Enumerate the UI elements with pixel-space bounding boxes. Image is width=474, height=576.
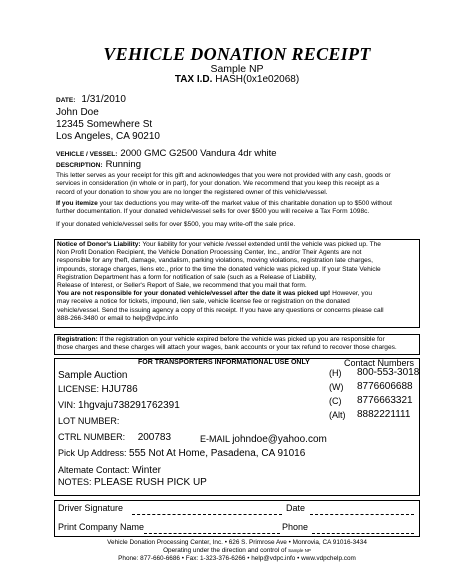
footer-org-name: Sample NP (288, 548, 311, 553)
paragraph-line: further documentation. If your donated vehicle/vessel sells for over $500 you will receive a Tax Form 1098c. (56, 208, 370, 216)
alternate-contact-field (58, 465, 161, 476)
driver-signature-line[interactable] (132, 514, 282, 515)
liability-bold-notice: You are not responsible for your donated vehicle/vessel after the date it was picked up! (57, 290, 331, 298)
footer-operating-text: Operating under the direction and control of (163, 547, 287, 554)
paragraph-line (56, 200, 420, 208)
organization-name: Sample NP (210, 63, 264, 75)
donor-city: Los Angeles, CA 90210 (56, 131, 160, 142)
liability-line: Release of Interest, or Seller's Report of Sale, we recommend that you mail that form. (57, 282, 307, 290)
phone-value: 8776663321 (357, 395, 413, 406)
phone-cell-value (357, 395, 413, 406)
registration-line: those charges and these charges will attach your wages, bank accounts or your tax refund to recover those charges. (57, 344, 397, 352)
pickup-label: Pick Up Address: (58, 448, 127, 458)
itemize-bold: If you itemize (56, 200, 98, 207)
phone-value: 800-553-3018 (357, 367, 420, 378)
print-company-label: Print Company Name (58, 522, 145, 532)
notes-label: NOTES: (58, 477, 92, 487)
vin-label: VIN: (58, 400, 76, 410)
transporters-header: FOR TRANSPORTERS INFORMATIONAL USE ONLY (138, 359, 310, 366)
donor-street: 12345 Somewhere St (56, 119, 153, 130)
sale-price-paragraph (56, 221, 420, 229)
liability-line (57, 241, 419, 249)
donor-name: John Doe (56, 107, 99, 118)
phone-label: (W) (329, 382, 344, 392)
email-field (200, 434, 327, 445)
auction-name (58, 370, 128, 381)
phone-work (329, 382, 344, 392)
date-value: 1/31/2010 (81, 94, 126, 105)
print-company-line[interactable] (144, 533, 280, 534)
auction-name-text: Sample Auction (58, 370, 128, 381)
alternate-label: Altemate Contact: (58, 465, 130, 475)
liability-line: 888-266-3480 or email to help@vdpc.info (57, 314, 179, 322)
liability-line: Registration Department has a form for notification of sale (such as a Release of Liability, (57, 273, 317, 281)
document-title: VEHICLE DONATION RECEIPT (103, 44, 371, 64)
description-row (56, 159, 141, 170)
license-label: LICENSE: (58, 384, 100, 394)
phone-home-value (357, 367, 419, 378)
email-value: johndoe@yahoo.com (232, 434, 327, 445)
registration-line (57, 336, 419, 344)
vehicle-row (56, 148, 277, 159)
phone-value: 8882221111 (357, 409, 411, 420)
phone-label: Phone (282, 522, 309, 532)
liability-line: responsible for any theft, damage, vandalism, parking violations, moving violations, registration late charges, (57, 257, 373, 265)
footer-operating (0, 547, 474, 554)
vehicle-value: 2000 GMC G2500 Vandura 4dr white (120, 148, 277, 159)
vin-field (58, 400, 180, 411)
phone-alt (329, 410, 346, 420)
driver-signature-label: Driver Signature (58, 503, 124, 513)
description-label: DESCRIPTION: (56, 162, 103, 169)
liability-line: Non Profit Donation Recipient, the Vehicle Donation Processing Center, Inc., and/or Their Agents are not (57, 249, 362, 257)
phone-work-value (357, 381, 413, 392)
registration-text: If the registration on your vehicle expired before the vehicle was picked up you are responsible for (97, 336, 385, 343)
phone-label: (C) (329, 396, 342, 406)
paragraph-line: This letter serves as your receipt for this gift and acknowledges that you were not provided with any cash, goods or (56, 172, 391, 179)
paragraph-line: record of your donation to show you are no longer the registered owner of this vehicle/vessel. (56, 188, 328, 196)
ctrl-label: CTRL NUMBER: (58, 432, 126, 442)
liability-text: Your liability for your vehicle /vessel extended until the vehicle was picked up. The (140, 241, 381, 248)
notes-value: PLEASE RUSH PICK UP (94, 477, 207, 488)
liability-notice-text (57, 241, 419, 323)
footer-address: Vehicle Donation Processing Center, Inc. • 626 S. Primrose Ave • Monrovia, CA 91016-3434 (107, 539, 367, 546)
date-row (56, 94, 126, 105)
phone-label: (H) (329, 368, 342, 378)
notes-field (58, 477, 207, 488)
paragraph-line: If your donated vehicle/vessel sells for over $500, you may write-off the sale price. (56, 221, 296, 228)
ctrl-field (58, 432, 171, 443)
lot-field (58, 416, 119, 427)
contact-numbers-header: Contact Numbers (344, 358, 415, 368)
ctrl-value: 200783 (137, 432, 172, 443)
signature-date-line[interactable] (310, 514, 414, 515)
paragraph-line: services in consideration (in whole or in part), for your donation. We recommend that you keep this receipt as a (56, 180, 380, 188)
itemize-text: your tax deductions you may write-off the market value of this charitable donation up to $500 without (97, 200, 392, 207)
registration-notice-text (57, 336, 419, 352)
phone-line[interactable] (312, 533, 414, 534)
tax-id-value: HASH(0x1e02068) (215, 74, 300, 85)
pickup-address-field (58, 448, 305, 459)
liability-line (57, 290, 419, 298)
liability-text: However, you (330, 290, 373, 298)
phone-label: (Alt) (329, 410, 346, 420)
tax-id-line (0, 74, 474, 85)
liability-line: may receive a notice for tickets, impound, lien sale, vehicle license fee or registration on the donated (57, 298, 350, 306)
license-field (58, 384, 138, 395)
tax-id-label: TAX I.D. (174, 74, 213, 85)
alternate-value: Winter (132, 465, 161, 476)
itemize-paragraph (56, 200, 420, 217)
liability-line: impounds, storage charges, liens etc., prior to the time the donated vehicle was picked up. If your State Vehicle (57, 265, 381, 273)
phone-home (329, 368, 342, 378)
phone-cell (329, 396, 342, 406)
description-value: Running (105, 159, 141, 170)
pickup-value: 555 Not At Home, Pasadena, CA 91016 (129, 448, 306, 459)
liability-line: vehicle/vessel. Send the issuing agency a copy of this receipt. If you have any questions or concerns please call (57, 306, 384, 314)
signature-date-label: Date (286, 503, 306, 513)
lot-label: LOT NUMBER: (58, 416, 120, 426)
date-label: DATE: (56, 97, 76, 104)
receipt-paragraph (56, 172, 420, 197)
license-value: HJU786 (101, 384, 138, 395)
registration-heading: Registration: (57, 336, 98, 343)
footer-contact: Phone: 877-660-6686 • Fax: 1-323-376-6266 • help@vdpc.info • www.vdpchelp.com (118, 555, 356, 562)
phone-value: 8776606688 (357, 381, 413, 392)
liability-heading: Notice of Donor's Liability: (57, 241, 141, 248)
vehicle-label: VEHICLE / VESSEL: (56, 151, 118, 158)
email-label: E-MAIL (200, 434, 230, 444)
phone-alt-value (357, 409, 410, 420)
vin-value: 1hgvaju738291762391 (78, 400, 180, 411)
